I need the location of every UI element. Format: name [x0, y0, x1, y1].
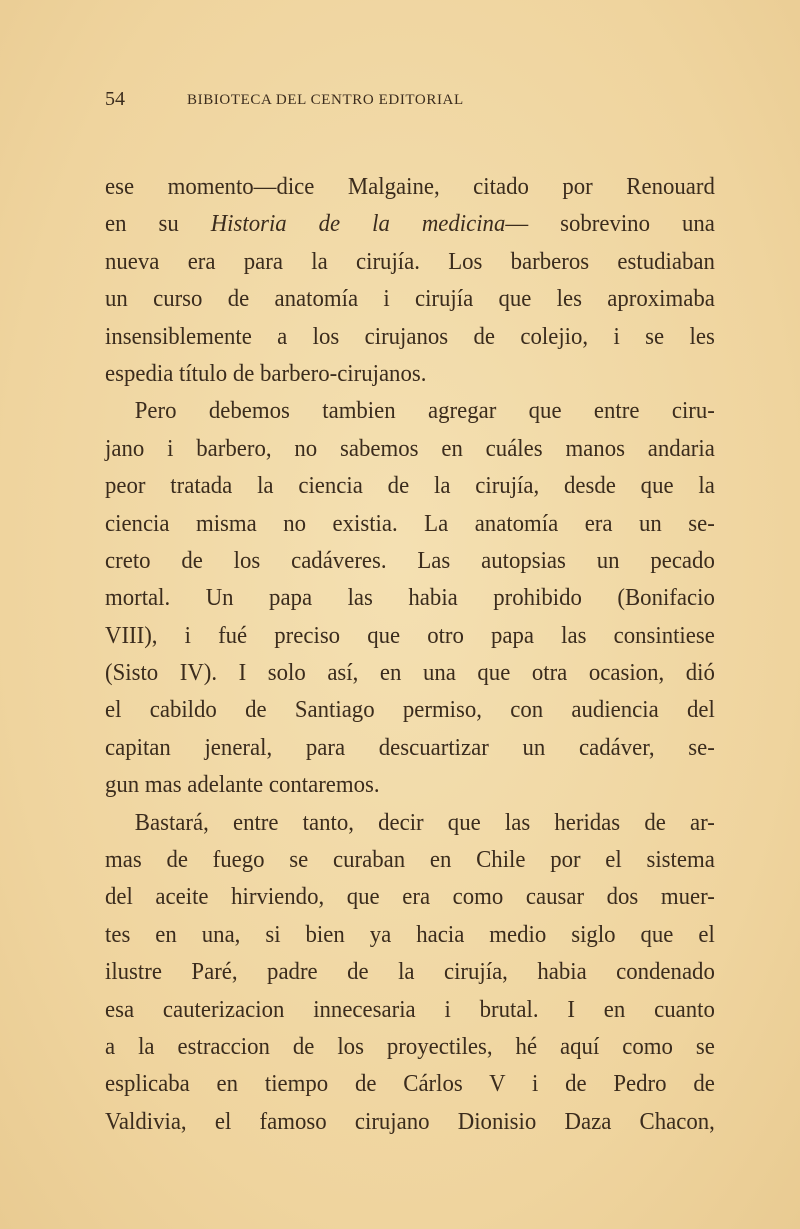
- text-line: nueva era para la cirujía. Los barberos estudiaban: [105, 247, 715, 275]
- text-line: peor tratada la ciencia de la cirujía, desde que la: [105, 472, 715, 500]
- text-line: del aceite hirviendo, que era como causar dos muer-: [105, 883, 715, 911]
- text-line: ciencia misma no existia. La anatomía era un se-: [105, 509, 715, 537]
- text-line: el cabildo de Santiago permiso, con audiencia del: [105, 696, 715, 724]
- text-line: mortal. Un papa las habia prohibido (Bonifacio: [105, 584, 715, 612]
- body-text: [105, 168, 715, 1140]
- text-line: un curso de anatomía i cirujía que les aproximaba: [105, 285, 715, 313]
- text-line: insensiblemente a los cirujanos de colejio, i se les: [105, 322, 715, 350]
- text-line: Bastará, entre tanto, decir que las heridas de ar-: [134, 808, 715, 836]
- text-line: ese momento—dice Malgaine, citado por Renouard: [105, 173, 715, 200]
- text-segment: — sobrevino una: [505, 210, 715, 238]
- text-line: VIII), i fué preciso que otro papa las consintiese: [105, 621, 715, 649]
- text-line: espedia título de barbero-cirujanos.: [105, 359, 427, 387]
- running-header: [105, 88, 555, 114]
- text-line: creto de los cadáveres. Las autopsias un pecado: [105, 546, 715, 574]
- text-line: jano i barbero, no sabemos en cuáles manos andaria: [105, 434, 715, 462]
- page-number: 54: [105, 88, 125, 110]
- running-title: BIBIOTECA DEL CENTRO EDITORIAL: [187, 92, 464, 108]
- text-line: Pero debemos tambien agregar que entre ciru-: [134, 397, 715, 425]
- text-line: gun mas adelante contaremos.: [105, 771, 380, 799]
- text-line: mas de fuego se curaban en Chile por el sistema: [105, 846, 715, 874]
- text-line: tes en una, si bien ya hacia medio siglo que el: [105, 920, 715, 948]
- book-title-italic: Historia de la medicina: [210, 210, 506, 238]
- text-line: esa cauterizacion innecesaria i brutal. I en cuanto: [105, 995, 715, 1023]
- text-line: [105, 205, 715, 242]
- text-line: a la estraccion de los proyectiles, hé aquí como se: [105, 1032, 715, 1060]
- text-line: esplicaba en tiempo de Cárlos V i de Pedro de: [105, 1070, 715, 1098]
- text-segment: en su: [105, 210, 211, 238]
- text-line: Valdivia, el famoso cirujano Dionisio Daza Chacon,: [105, 1107, 715, 1135]
- text-line: capitan jeneral, para descuartizar un cadáver, se-: [105, 733, 715, 761]
- text-line: (Sisto IV). I solo así, en una que otra ocasion, dió: [105, 659, 715, 687]
- text-line: ilustre Paré, padre de la cirujía, habia condenado: [105, 958, 715, 986]
